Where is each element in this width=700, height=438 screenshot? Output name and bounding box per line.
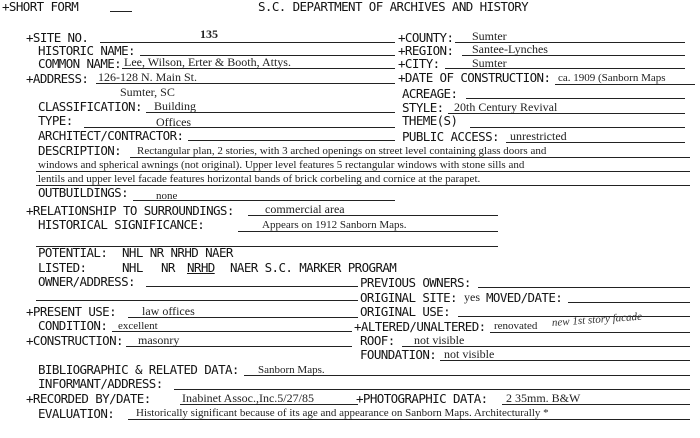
recorded-by-label: +RECORDED BY/DATE: — [26, 391, 151, 406]
altered-label: +ALTERED/UNALTERED: — [354, 319, 486, 334]
construction-line — [126, 346, 352, 347]
photographic-data-value: 2 35mm. B&W — [506, 391, 581, 405]
classification-line — [146, 112, 395, 113]
significance-label: HISTORICAL SIGNIFICANCE: — [38, 217, 205, 232]
potential-label: POTENTIAL: — [38, 245, 108, 260]
date-label: +DATE OF CONSTRUCTION: — [398, 70, 551, 85]
roof-value: not visible — [414, 333, 465, 347]
moved-date-label: MOVED/DATE: — [486, 290, 563, 305]
original-site-label: ORIGINAL SITE: — [360, 290, 457, 305]
classification-label: CLASSIFICATION: — [38, 99, 142, 114]
moved-date-line — [568, 302, 690, 303]
altered-line — [490, 332, 690, 333]
relationship-value: commercial area — [265, 202, 345, 216]
date-line — [555, 84, 695, 85]
short-form-label: +SHORT FORM — [2, 0, 79, 14]
foundation-value: not visible — [444, 347, 495, 361]
address-value-1: 126-128 N. Main St. — [98, 70, 197, 84]
bibliographic-label: BIBLIOGRAPHIC & RELATED DATA: — [38, 362, 239, 377]
outbuildings-label: OUTBUILDINGS: — [38, 185, 129, 200]
county-value: Sumter — [472, 29, 507, 43]
style-label: STYLE: — [402, 100, 444, 115]
listed-nr: NR — [161, 260, 175, 275]
description-rule-1 — [130, 157, 690, 158]
present-use-value: law offices — [142, 304, 195, 318]
historic-name-label: HISTORIC NAME: — [38, 43, 135, 58]
address-label: +ADDRESS: — [26, 71, 89, 86]
evaluation-value: Historically significant because of its age and appearance on Sanborn Maps. Architecturally * — [136, 407, 549, 419]
description-rule-2 — [36, 171, 690, 172]
themes-line — [470, 127, 685, 128]
listed-nhl: NHL — [122, 260, 143, 275]
bibliographic-line — [244, 375, 690, 376]
themes-label: THEME(S) — [402, 113, 458, 128]
condition-label: CONDITION: — [38, 318, 108, 333]
site-no-line — [100, 42, 395, 43]
common-name-line — [122, 68, 395, 69]
listed-other-options: NAER S.C. MARKER PROGRAM — [230, 260, 397, 275]
acreage-label: ACREAGE: — [402, 86, 458, 101]
style-line — [448, 113, 685, 114]
outbuildings-value: none — [156, 190, 178, 202]
form-title: S.C. DEPARTMENT OF ARCHIVES AND HISTORY — [258, 0, 529, 14]
present-use-line — [128, 317, 358, 318]
original-use-label: ORIGINAL USE: — [360, 304, 451, 319]
potential-options: NHL NR NRHD NAER — [122, 245, 233, 260]
altered-value: renovated — [494, 320, 538, 332]
region-label: +REGION: — [398, 43, 454, 58]
description-line-2: windows and spherical awnings (not original). Upper level features 5 rectangular windows with stone sills and — [38, 159, 525, 171]
city-line — [445, 68, 685, 69]
common-name-label: COMMON NAME: — [38, 56, 122, 71]
informant-line — [174, 389, 690, 390]
owner-line-2 — [36, 300, 358, 301]
common-name-value: Lee, Wilson, Erter & Booth, Attys. — [124, 55, 291, 69]
short-form-blank — [110, 11, 132, 12]
foundation-line — [440, 360, 690, 361]
owner-label: OWNER/ADDRESS: — [38, 274, 135, 289]
present-use-label: +PRESENT USE: — [26, 304, 117, 319]
relationship-label: +RELATIONSHIP TO SURROUNDINGS: — [26, 203, 234, 218]
informant-label: INFORMANT/ADDRESS: — [38, 376, 163, 391]
recorded-by-value: Inabinet Assoc.,Inc.5/27/85 — [182, 391, 314, 405]
description-rule-3 — [36, 185, 690, 186]
foundation-label: FOUNDATION: — [360, 347, 437, 362]
significance-value: Appears on 1912 Sanborn Maps. — [262, 219, 407, 231]
previous-owners-label: PREVIOUS OWNERS: — [360, 275, 471, 290]
altered-handwritten-note: new 1st story facade — [551, 310, 643, 329]
classification-value: Building — [154, 99, 197, 113]
date-value: ca. 1909 (Sanborn Maps — [558, 72, 666, 84]
construction-label: +CONSTRUCTION: — [26, 333, 123, 348]
bibliographic-value: Sanborn Maps. — [258, 364, 325, 376]
address-line — [96, 83, 395, 84]
outbuildings-line — [133, 200, 395, 201]
relationship-line — [248, 215, 498, 216]
photographic-data-line — [502, 404, 690, 405]
city-label: +CITY: — [398, 56, 440, 71]
description-label: DESCRIPTION: — [38, 143, 122, 158]
architect-line — [188, 140, 395, 141]
listed-label: LISTED: — [38, 260, 87, 275]
region-value: Santee-Lynches — [472, 42, 548, 56]
recorded-by-line — [180, 404, 358, 405]
evaluation-label: EVALUATION: — [38, 406, 115, 421]
style-value: 20th Century Revival — [454, 100, 558, 114]
roof-label: ROOF: — [360, 333, 395, 348]
city-value: Sumter — [472, 56, 507, 70]
owner-line — [146, 286, 358, 287]
type-label: TYPE: — [38, 113, 73, 128]
public-access-line — [506, 142, 685, 143]
architect-label: ARCHITECT/CONTRACTOR: — [38, 128, 184, 143]
evaluation-line — [128, 419, 690, 420]
acreage-line — [466, 98, 685, 99]
condition-value: excellent — [118, 320, 158, 332]
condition-line — [112, 331, 352, 332]
public-access-label: PUBLIC ACCESS: — [402, 129, 499, 144]
listed-nrhd-selected: NRHD — [187, 260, 215, 275]
significance-line — [238, 231, 498, 232]
type-value: Offices — [156, 115, 192, 129]
original-site-value: yes — [464, 290, 480, 304]
county-label: +COUNTY: — [398, 30, 454, 45]
description-line-1: Rectangular plan, 2 stories, with 3 arched openings on street level containing glass doors and — [137, 145, 547, 157]
site-no-value: 135 — [200, 27, 218, 41]
site-no-label: +SITE NO. — [26, 30, 89, 45]
description-line-3: lentils and upper level facade features horizontal bands of brick corbeling and cornice at the parapet. — [38, 173, 481, 185]
construction-value: masonry — [138, 333, 180, 347]
previous-owners-line — [478, 287, 690, 288]
photographic-data-label: +PHOTOGRAPHIC DATA: — [356, 391, 488, 406]
public-access-value: unrestricted — [510, 129, 567, 143]
address-value-2: Sumter, SC — [120, 85, 175, 99]
